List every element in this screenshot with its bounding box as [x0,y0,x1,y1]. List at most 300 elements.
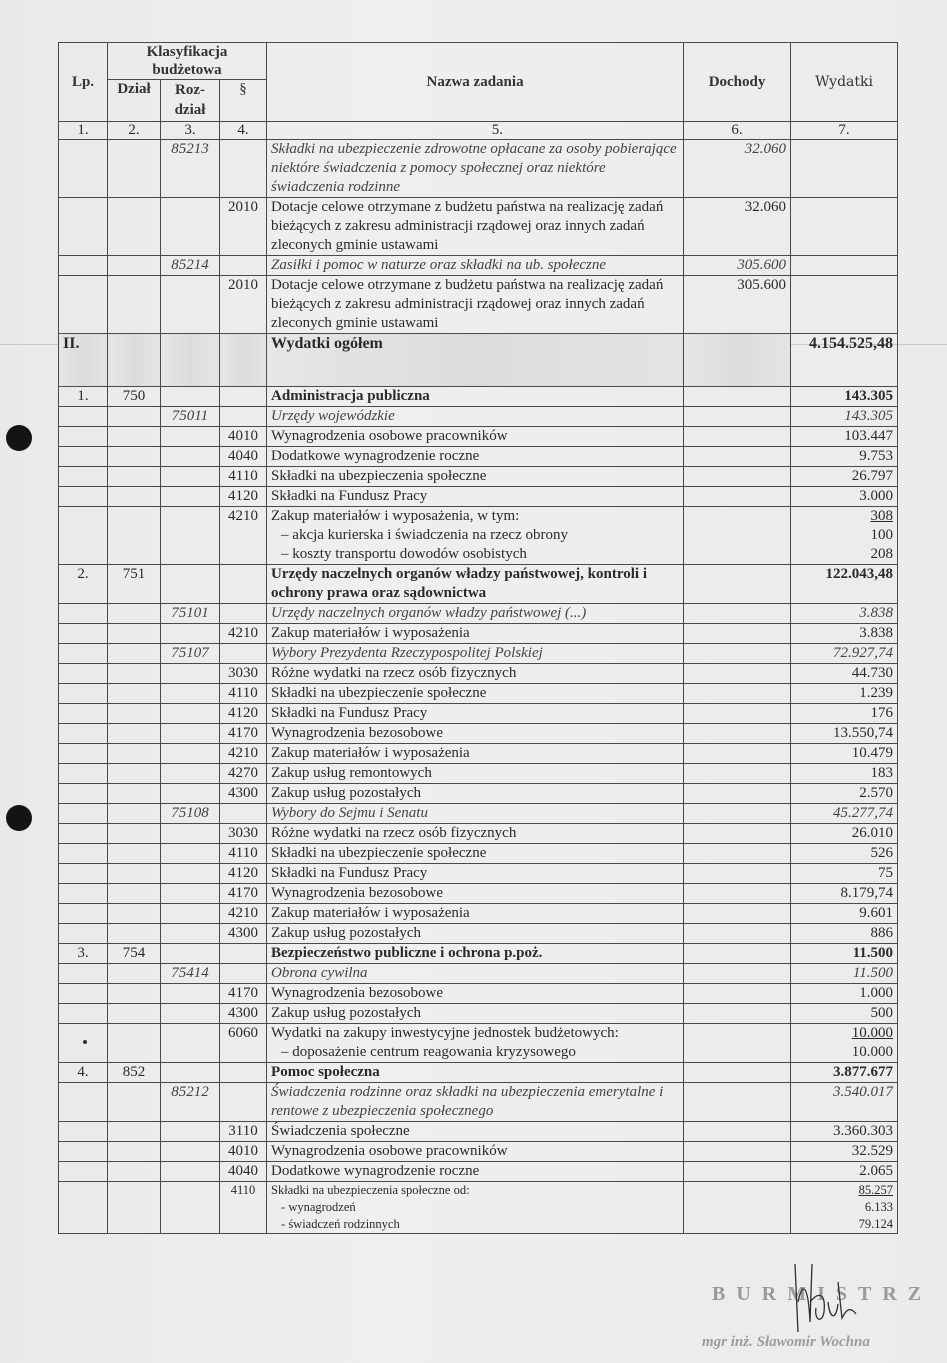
paragraf-row [59,487,898,507]
sub-item-amount: 10.000 [851,1044,894,1060]
sub-item-amount: 100 [870,527,894,543]
rozdzial-name [267,644,684,664]
col-num: 2. [108,122,161,140]
paragraf-name [267,664,684,684]
item-amount: 2.570 [859,785,894,801]
rozdzial-code [161,276,220,334]
paragraf-name [267,1182,684,1234]
section-amount: 11.500 [791,944,898,964]
wydatki-amount [791,924,898,944]
header-dochody: Dochody [684,43,791,122]
item-amount: 886 [870,925,894,941]
wydatki-amount [791,1004,898,1024]
lp-cell [59,744,108,764]
item-name: Wydatki na zakupy inwestycyjne jednostek budżetowych: [271,1025,619,1041]
paragraf-name [267,684,684,704]
expenses-total-row [59,334,898,387]
item-amount: 9.601 [859,905,894,921]
rozdzial-row [59,604,898,624]
paragraf-name [267,924,684,944]
lp-cell: II. [59,334,108,387]
dzial-cell [108,784,161,804]
dochody-amount [684,1122,791,1142]
item-amount: 9.753 [859,448,894,464]
dochody-amount [684,704,791,724]
item-amount: 72.927,74 [833,645,894,661]
item-name: Wynagrodzenia bezosobowe [271,885,443,901]
item-name: Obrona cywilna [271,965,368,981]
dzial-cell [108,1182,161,1234]
dzial-cell [108,1162,161,1182]
item-name: Urzędy naczelnych organów władzy państwowej (...) [271,605,587,621]
dzial-code: 751 [108,565,161,604]
paragraf-code [220,604,267,624]
item-name: Składki na ubezpieczenia społeczne od: [271,1183,470,1197]
dzial-code: 754 [108,944,161,964]
dzial-cell [108,684,161,704]
dochody-amount [684,984,791,1004]
wydatki-amount [791,724,898,744]
lp-cell: 4. [59,1063,108,1083]
paragraf-code: 4010 [220,427,267,447]
paragraf-name [267,704,684,724]
dzial-cell [108,744,161,764]
dochody-amount [684,1142,791,1162]
item-amount: 526 [870,845,894,861]
dochody-amount [684,784,791,804]
paragraf-row [59,624,898,644]
paragraf-name [267,487,684,507]
dochody-amount: 32.060 [684,140,791,198]
paragraf-code [220,256,267,276]
sub-item-name: – akcja kurierska i świadczenia na rzecz obrony [281,527,568,543]
paragraf-code [220,944,267,964]
paragraf-code: 2010 [220,198,267,256]
paragraf-name [267,1004,684,1024]
rozdzial-code [161,764,220,784]
rozdzial-code [161,467,220,487]
income-name: Zasiłki i pomoc w naturze oraz składki na ub. społeczne [267,256,684,276]
paragraf-row [59,744,898,764]
paragraf-code: 3030 [220,664,267,684]
paragraf-code: 4110 [220,467,267,487]
item-amount: 26.797 [851,468,894,484]
wydatki-amount [791,1162,898,1182]
dochody-amount: 305.600 [684,276,791,334]
dzial-cell [108,276,161,334]
paragraf-code: 4170 [220,984,267,1004]
paragraf-name [267,984,684,1004]
item-amount: 10.479 [851,745,894,761]
item-amount: 3.000 [859,488,894,504]
paragraf-name [267,844,684,864]
rozdzial-code [161,844,220,864]
item-name: Składki na ubezpieczenie społeczne [271,845,487,861]
item-name: Wynagrodzenia bezosobowe [271,725,443,741]
dzial-cell [108,924,161,944]
dzial-cell [108,1004,161,1024]
lp-cell [59,844,108,864]
rozdzial-code [161,724,220,744]
paragraf-row [59,467,898,487]
section-row [59,387,898,407]
paragraf-name [267,784,684,804]
budget-table [58,42,898,1234]
item-amount: 8.179,74 [840,885,894,901]
rozdzial-code [161,984,220,1004]
rozdzial-name [267,407,684,427]
paragraf-row [59,427,898,447]
income-row [59,198,898,256]
paragraf-code [220,804,267,824]
dochody-amount [684,644,791,664]
wydatki-amount [791,447,898,467]
dochody-amount [684,334,791,387]
item-amount: 3.838 [859,605,894,621]
dzial-cell [108,1024,161,1063]
paragraf-row [59,724,898,744]
rozdzial-code [161,684,220,704]
rozdzial-code: 85213 [161,140,220,198]
rozdzial-code [161,944,220,964]
item-amount: 1.000 [859,985,894,1001]
paragraf-code [220,334,267,387]
table-body [59,140,898,1234]
lp-cell [59,1004,108,1024]
paragraf-code: 3110 [220,1122,267,1142]
paragraf-name [267,1122,684,1142]
wydatki-amount [791,784,898,804]
dzial-cell [108,964,161,984]
lp-cell [59,256,108,276]
wydatki-amount [791,140,898,198]
paragraf-name [267,447,684,467]
income-name: Składki na ubezpieczenie zdrowotne opłacane za osoby pobierające niektóre świadczenia z pomocy społecznej oraz niektóre świadczenia rodzinne [267,140,684,198]
paragraf-code [220,964,267,984]
lp-cell [59,1162,108,1182]
rozdzial-code [161,784,220,804]
dzial-cell [108,1122,161,1142]
paragraf-row [59,1142,898,1162]
rozdzial-code [161,864,220,884]
item-name: Wynagrodzenia osobowe pracowników [271,428,508,444]
dochody-amount [684,604,791,624]
dochody-amount [684,427,791,447]
paragraf-name [267,624,684,644]
sub-item-amount: 208 [870,546,894,562]
rozdzial-code [161,884,220,904]
col-num: 6. [684,122,791,140]
paragraf-row [59,1122,898,1142]
item-name: Różne wydatki na rzecz osób fizycznych [271,825,517,841]
lp-cell [59,624,108,644]
rozdzial-code [161,1162,220,1182]
paragraf-code: 6060 [220,1024,267,1063]
signature-title: BURMISTRZ [712,1283,933,1305]
dochody-amount [684,1083,791,1122]
col-num: 7. [791,122,898,140]
item-amount: 183 [870,765,894,781]
wydatki-amount [791,1122,898,1142]
paragraf-row [59,764,898,784]
item-amount: 13.550,74 [833,725,894,741]
paragraf-row [59,844,898,864]
paragraf-name [267,764,684,784]
paragraf-row [59,1004,898,1024]
rozdzial-code [161,1142,220,1162]
paragraf-code: 4040 [220,447,267,467]
rozdzial-name [267,604,684,624]
paragraf-row [59,664,898,684]
section-row [59,565,898,604]
header-dzial: Dział [108,80,161,122]
rozdzial-code [161,334,220,387]
paragraf-name [267,904,684,924]
item-amount: 85.257 [858,1183,894,1197]
paragraf-code: 4300 [220,1004,267,1024]
item-name: Składki na Fundusz Pracy [271,865,428,881]
paragraf-row [59,1162,898,1182]
paragraf-code [220,565,267,604]
lp-cell [59,704,108,724]
rozdzial-row [59,964,898,984]
income-row [59,276,898,334]
header-paragraf: § [220,80,267,122]
rozdzial-code [161,487,220,507]
wydatki-amount [791,507,898,565]
dzial-cell [108,644,161,664]
paragraf-name [267,724,684,744]
rozdzial-code [161,824,220,844]
rozdzial-name [267,804,684,824]
rozdzial-code: 75011 [161,407,220,427]
lp-cell: 1. [59,387,108,407]
wydatki-amount [791,1083,898,1122]
lp-cell: 2. [59,565,108,604]
dzial-cell [108,334,161,387]
dzial-cell [108,467,161,487]
item-amount: 45.277,74 [833,805,894,821]
dochody-amount [684,884,791,904]
lp-cell [59,507,108,565]
dochody-amount [684,1182,791,1234]
paragraf-code: 4210 [220,904,267,924]
dochody-amount [684,1004,791,1024]
dochody-amount [684,447,791,467]
sub-item-amount: 79.124 [858,1217,894,1231]
lp-cell [59,764,108,784]
item-amount: 2.065 [859,1163,894,1179]
handwritten-signature [790,1262,880,1342]
section-name: Urzędy naczelnych organów władzy państwowej, kontroli i ochrony prawa oraz sądownictwa [267,565,684,604]
sub-item-name: – doposażenie centrum reagowania kryzysowego [281,1044,576,1060]
rozdzial-code [161,704,220,724]
lp-cell [59,904,108,924]
lp-cell [59,1182,108,1234]
dochody-amount [684,664,791,684]
dochody-amount [684,924,791,944]
header-nazwa: Nazwa zadania [267,43,684,122]
dzial-cell [108,256,161,276]
item-amount: 3.540.017 [833,1084,894,1100]
sub-item-amount: 6.133 [864,1200,894,1214]
dzial-cell [108,764,161,784]
sub-item-name: - świadczeń rodzinnych [281,1217,400,1231]
item-name: Składki na Fundusz Pracy [271,488,428,504]
paragraf-code [220,387,267,407]
lp-cell [59,684,108,704]
item-amount: 143.305 [844,408,894,424]
rozdzial-code [161,447,220,467]
lp-cell [59,427,108,447]
item-name: Zakup usług pozostałych [271,925,422,941]
wydatki-amount [791,1142,898,1162]
wydatki-amount [791,884,898,904]
paragraf-row [59,904,898,924]
dzial-cell [108,624,161,644]
lp-cell [59,924,108,944]
rozdzial-name [267,1083,684,1122]
wydatki-amount [791,904,898,924]
rozdzial-row [59,407,898,427]
income-name: Dotacje celowe otrzymane z budżetu państwa na realizację zadań bieżących z zakresu administracji rządowej oraz innych zadań zleconych gminie ustawami [267,198,684,256]
item-amount: 1.239 [859,685,894,701]
dochody-amount [684,864,791,884]
rozdzial-code: 75107 [161,644,220,664]
item-name: Wybory Prezydenta Rzeczypospolitej Polskiej [271,645,543,661]
item-amount: 308 [870,508,894,524]
wydatki-amount [791,467,898,487]
income-row [59,140,898,198]
dochody-amount [684,624,791,644]
punch-hole-bottom [6,805,32,831]
paragraf-code [220,644,267,664]
col-num: 1. [59,122,108,140]
dzial-cell [108,487,161,507]
dochody-amount [684,964,791,984]
lp-cell [59,784,108,804]
item-name: Świadczenia społeczne [271,1123,410,1139]
item-name: Dodatkowe wynagrodzenie roczne [271,1163,480,1179]
rozdzial-code [161,1063,220,1083]
paragraf-code: 4110 [220,844,267,864]
wydatki-amount [791,984,898,1004]
item-name: Zakup usług pozostałych [271,785,422,801]
paragraf-code: 4110 [220,684,267,704]
wydatki-amount [791,407,898,427]
paragraf-code: 4170 [220,884,267,904]
rozdzial-code [161,664,220,684]
rozdzial-code [161,507,220,565]
dzial-code: 852 [108,1063,161,1083]
item-amount: 75 [878,865,894,881]
item-amount: 44.730 [851,665,894,681]
wydatki-amount [791,864,898,884]
paragraf-name [267,824,684,844]
item-amount: 10.000 [851,1025,894,1041]
dzial-cell [108,704,161,724]
paragraf-code: 3030 [220,824,267,844]
paragraf-code: 2010 [220,276,267,334]
section-amount: 3.877.677 [791,1063,898,1083]
dochody-amount [684,487,791,507]
paragraf-code: 4300 [220,784,267,804]
dochody-amount [684,744,791,764]
paragraf-name [267,1162,684,1182]
dzial-cell [108,724,161,744]
lp-cell [59,884,108,904]
paragraf-code: 4210 [220,507,267,565]
paragraf-row [59,784,898,804]
paragraf-code: 4300 [220,924,267,944]
wydatki-amount [791,644,898,664]
col-num: 3. [161,122,220,140]
lp-cell [59,864,108,884]
wydatki-amount [791,1182,898,1234]
wydatki-amount [791,824,898,844]
paragraf-code: 4170 [220,724,267,744]
lp-cell [59,407,108,427]
paragraf-row [59,507,898,565]
wydatki-amount [791,764,898,784]
paragraf-row [59,824,898,844]
wydatki-amount [791,704,898,724]
rozdzial-code: 75101 [161,604,220,624]
paragraf-name [267,507,684,565]
lp-cell [59,467,108,487]
section-name: Bezpieczeństwo publiczne i ochrona p.poż. [267,944,684,964]
wydatki-amount [791,276,898,334]
rozdzial-code [161,744,220,764]
dochody-amount [684,467,791,487]
rozdzial-code [161,1024,220,1063]
wydatki-amount [791,624,898,644]
paragraf-row [59,447,898,467]
lp-cell: 3. [59,944,108,964]
column-number-row [59,122,898,140]
dochody-amount [684,724,791,744]
dzial-cell [108,198,161,256]
rozdzial-code [161,1004,220,1024]
section-name: Pomoc społeczna [267,1063,684,1083]
rozdzial-code [161,624,220,644]
item-name: Wybory do Sejmu i Senatu [271,805,428,821]
paragraf-name [267,427,684,447]
paragraf-name [267,1142,684,1162]
dzial-cell [108,904,161,924]
dochody-amount [684,1024,791,1063]
paragraf-code: 4210 [220,744,267,764]
wydatki-amount [791,684,898,704]
dzial-cell [108,604,161,624]
header-wydatki: Wydatki [791,43,898,122]
rozdzial-code [161,565,220,604]
lp-cell [59,644,108,664]
item-name: Zakup materiałów i wyposażenia [271,745,470,761]
item-amount: 32.529 [851,1143,894,1159]
item-name: Zakup materiałów i wyposażenia [271,625,470,641]
paragraf-row [59,924,898,944]
paragraf-row [59,684,898,704]
item-amount: 176 [870,705,894,721]
dochody-amount [684,507,791,565]
item-amount: 500 [870,1005,894,1021]
paragraf-name [267,864,684,884]
lp-cell [59,804,108,824]
section-row [59,944,898,964]
wydatki-amount [791,744,898,764]
paragraf-name [267,884,684,904]
